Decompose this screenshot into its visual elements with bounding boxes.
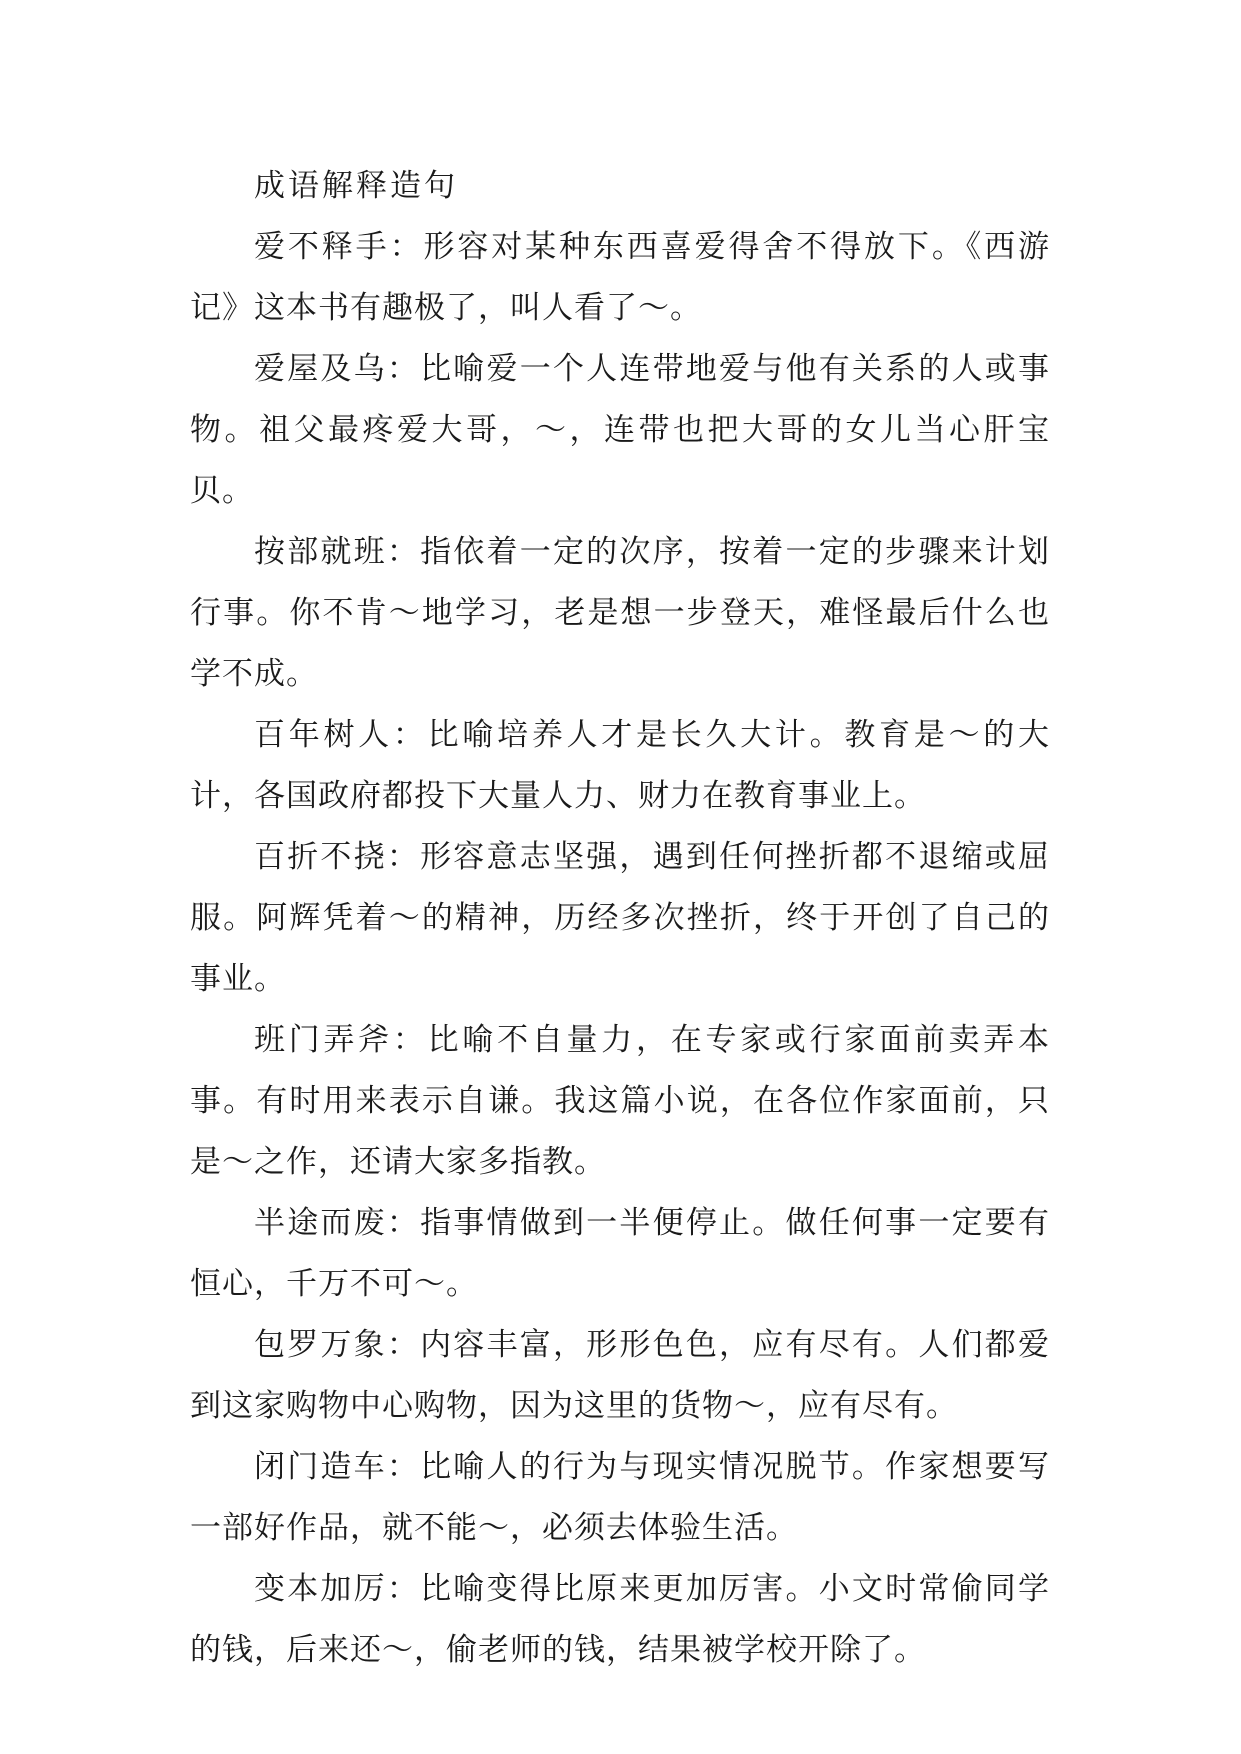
idiom-entry-ban-tu-er-fei: 半途而废：指事情做到一半便停止。做任何事一定要有恒心，千万不可～。 [190,1205,1050,1302]
idiom-entry-bian-ben-jia-li: 变本加厉：比喻变得比原来更加厉害。小文时常偷同学的钱，后来还～，偷老师的钱，结果被学校开除了。 [190,1571,1050,1668]
idiom-entry-an-bu-jiu-ban: 按部就班：指依着一定的次序，按着一定的步骤来计划行事。你不肯～地学习，老是想一步登天，难怪最后什么也学不成。 [190,534,1050,692]
idiom-entry-ai-wu-ji-wu: 爱屋及乌：比喻爱一个人连带地爱与他有关系的人或事物。祖父最疼爱大哥，～，连带也把大哥的女儿当心肝宝贝。 [190,351,1050,509]
idiom-entry-bai-zhe-bu-nao: 百折不挠：形容意志坚强，遇到任何挫折都不退缩或屈服。阿辉凭着～的精神，历经多次挫折，终于开创了自己的事业。 [190,839,1050,997]
document-title: 成语解释造句 [254,168,458,204]
idiom-entry-bi-men-zao-che: 闭门造车：比喻人的行为与现实情况脱节。作家想要写一部好作品，就不能～，必须去体验生活。 [190,1449,1050,1546]
idiom-entry-ai-bu-shi-shou: 爱不释手：形容对某种东西喜爱得舍不得放下。《西游记》这本书有趣极了，叫人看了～。 [190,229,1050,326]
document-body [190,156,1050,1681]
idiom-entry-ban-men-nong-fu: 班门弄斧：比喻不自量力，在专家或行家面前卖弄本事。有时用来表示自谦。我这篇小说，在各位作家面前，只是～之作，还请大家多指教。 [190,1022,1050,1180]
idiom-entry-bai-nian-shu-ren: 百年树人：比喻培养人才是长久大计。教育是～的大计，各国政府都投下大量人力、财力在教育事业上。 [190,717,1050,814]
idiom-entry-bao-luo-wan-xiang: 包罗万象：内容丰富，形形色色，应有尽有。人们都爱到这家购物中心购物，因为这里的货物～，应有尽有。 [190,1327,1050,1424]
